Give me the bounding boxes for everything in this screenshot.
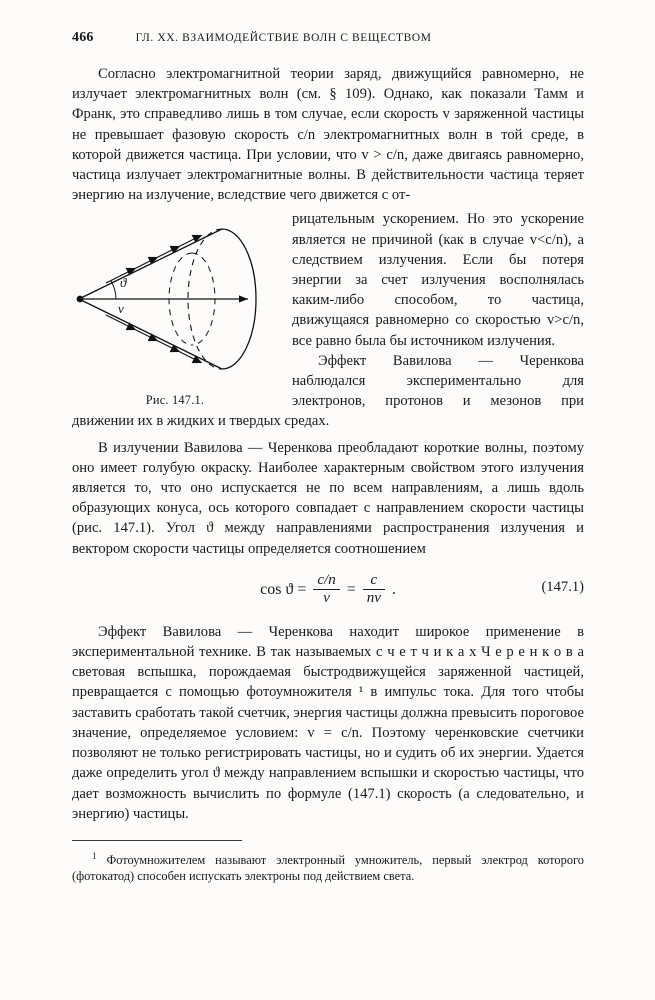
equation-number: (147.1) — [541, 578, 584, 595]
fraction-1-denominator: v — [313, 589, 339, 607]
footnote-divider — [72, 840, 242, 841]
cherenkov-cone-diagram — [72, 213, 278, 385]
angle-label: ϑ — [120, 275, 127, 291]
fraction-2-numerator: c — [370, 571, 378, 588]
paragraph-1: Согласно электромагнитной теории заряд, движущийся равномерно, не излучает электромагнитных волн (см. § 109). Однако, как показали Тамм и Франк, это справедливо лишь в том случае, если скорость v заряженной частицы не превышает фазовую скорость c/n электромагнитных волн в той среде, в которой движется частица. При условии, что v > c/n, даже двигаясь равномерно, частица излучает электромагнитные волны. В действительности частица теряет энергию на излучение, вследствие чего движется с от- — [72, 66, 584, 204]
paragraph-2a: рицательным ускорением. Но это ускорение является не причиной (как в случае v<c/n), а следствием излучения. Если бы потеря энергии за счет излучения восполнялась каким-либо способом, то частица, движущаяся равномерно со скоростью v>c/n, все равно была бы источником излучения. — [292, 211, 584, 349]
fraction-2-denominator: nv — [363, 589, 385, 607]
figure-text-wrap — [72, 209, 584, 431]
fraction-1 — [313, 572, 339, 607]
fraction-2 — [363, 572, 385, 607]
equals-sign: = — [346, 581, 356, 599]
running-head: ГЛ. XX. ВЗАИМОДЕЙСТВИЕ ВОЛН С ВЕЩЕСТВОМ — [135, 32, 432, 44]
figure-caption: Рис. 147.1. — [145, 393, 205, 408]
folio-number: 466 — [72, 30, 94, 45]
paragraph-3: В излучении Вавилова — Черенкова преобладают короткие волны, поэтому оно имеет голубую окраску. Наиболее характерным свойством этого излучения является то, что оно испускается не по всем направлениям, а лишь вдоль образующих конуса, ось которого совпадает с направлением скорости частицы (рис. 147.1). Угол ϑ между направлениями распространения излучения и вектором скорости частицы определяется соотношением — [72, 439, 584, 557]
footnote-text: Фотоумножителем называют электронный умножитель, первый электрод которого (фотокатод) способен испускать электроны под действием света. — [72, 853, 584, 884]
figure-147-1 — [72, 213, 278, 408]
footnote-marker: 1 — [92, 850, 97, 861]
velocity-label: v — [118, 301, 124, 317]
equation-lhs: cos ϑ = — [260, 581, 307, 599]
fraction-1-numerator: c/n — [317, 571, 336, 588]
equation-period: . — [391, 581, 396, 599]
footnote — [72, 848, 584, 885]
equation-147-1 — [72, 573, 584, 608]
page-content — [72, 30, 584, 885]
paragraph-4: Эффект Вавилова — Черенкова находит широкое применение в экспериментальной технике. В так называемых с ч е т ч и к а х Ч е р е н к о в а световая вспышка, порождаемая быстродвижущейся заряженной частицей, превращается с помощью фотоумножителя ¹ в импульс тока. Для того чтобы заставить сработать такой счетчик, энергия частицы должна превысить пороговое значение, определяемое условием: v = c/n. Поэтому черенковские счетчики позволяют не только регистрировать частицы, но и судить об их энергии. Удается даже определить угол ϑ между направлением вспышки и скоростью частицы, что дает возможность вычислить по формуле (147.1) скорость (а следовательно, и энергию) частицы. — [72, 623, 584, 822]
paragraph-2b: Эффект Вавилова — Черенкова наблюдался экспериментально для электронов, протонов и мезонов при движении их в жидких и твердых средах. — [72, 352, 584, 430]
page-header — [72, 30, 584, 46]
